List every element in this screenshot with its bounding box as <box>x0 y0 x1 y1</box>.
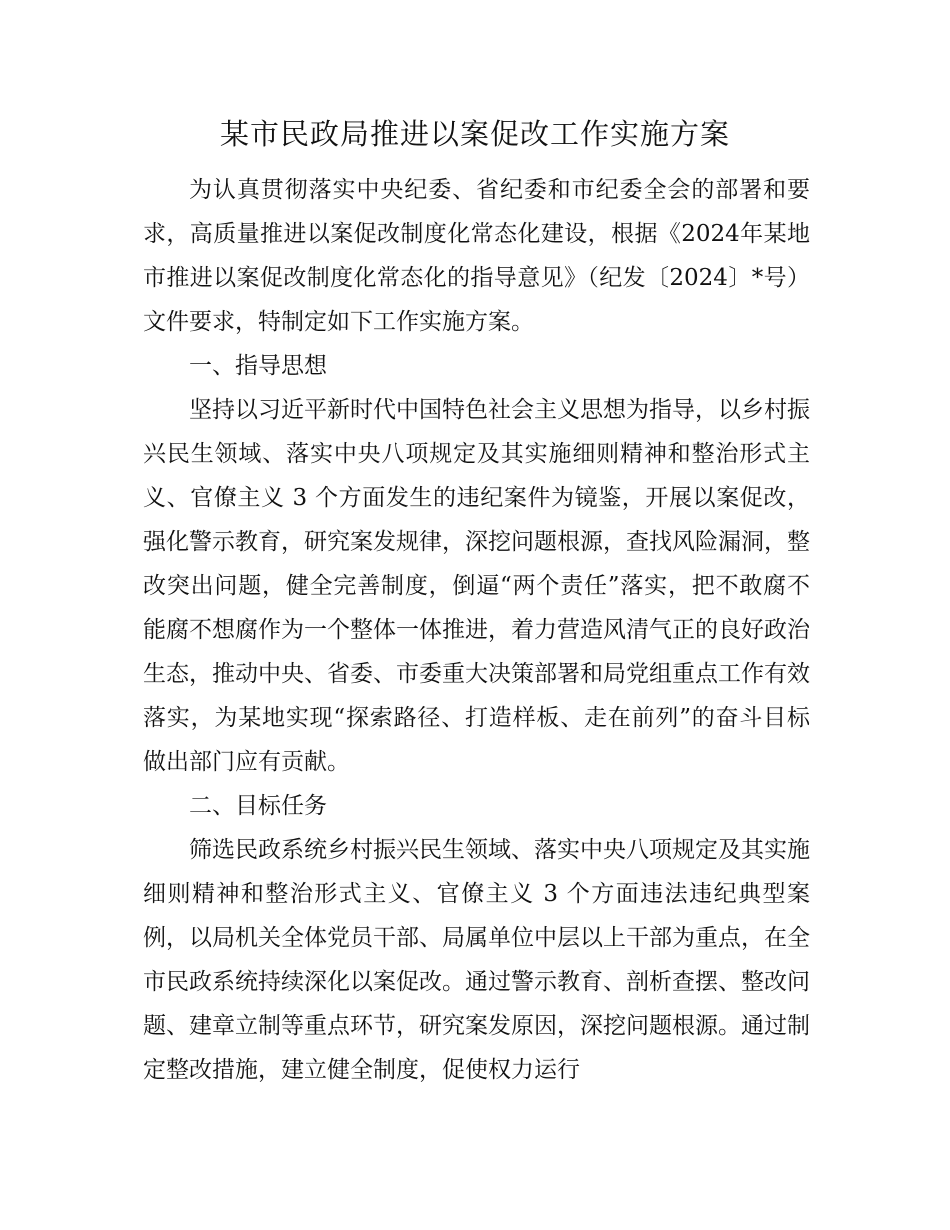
section-heading-guiding-thought: 一、指导思想 <box>189 353 327 379</box>
document-body <box>143 168 810 1092</box>
goals-tasks-paragraph: 筛选民政系统乡村振兴民生领域、落实中央八项规定及其实施细则精神和整治形式主义、官僚主义 3 个方面违法违纪典型案例，以局机关全体党员干部、局属单位中层以上干部为重点，在全市民政系统持续深化以案促改。通过警示教育、剖析查摆、整改问题、建章立制等重点环节，研究案发原因，深挖问题根源。通过制定整改措施，建立健全制度，促使权力运行 <box>143 837 810 1083</box>
intro-paragraph: 为认真贯彻落实中央纪委、省纪委和市纪委全会的部署和要求，高质量推进以案促改制度化常态化建设，根据《2024年某地市推进以案促改制度化常态化的指导意见》（纪发〔2024〕*号）文件要求，特制定如下工作实施方案。 <box>143 177 810 335</box>
section-heading-goals-tasks: 二、目标任务 <box>189 793 327 819</box>
guiding-thought-paragraph: 坚持以习近平新时代中国特色社会主义思想为指导，以乡村振兴民生领域、落实中央八项规定及其实施细则精神和整治形式主义、官僚主义 3 个方面发生的违纪案件为镜鉴，开展以案促改，强化警示教育，研究案发规律，深挖问题根源，查找风险漏洞，整改突出问题，健全完善制度，倒逼“两个责任”落实，把不敢腐不能腐不想腐作为一个整体一体推进，着力营造风清气正的良好政治生态，推动中央、省委、市委重大决策部署和局党组重点工作有效落实，为某地实现“探索路径、打造样板、走在前列”的奋斗目标做出部门应有贡献。 <box>143 397 810 775</box>
document-title: 某市民政局推进以案促改工作实施方案 <box>219 117 730 151</box>
